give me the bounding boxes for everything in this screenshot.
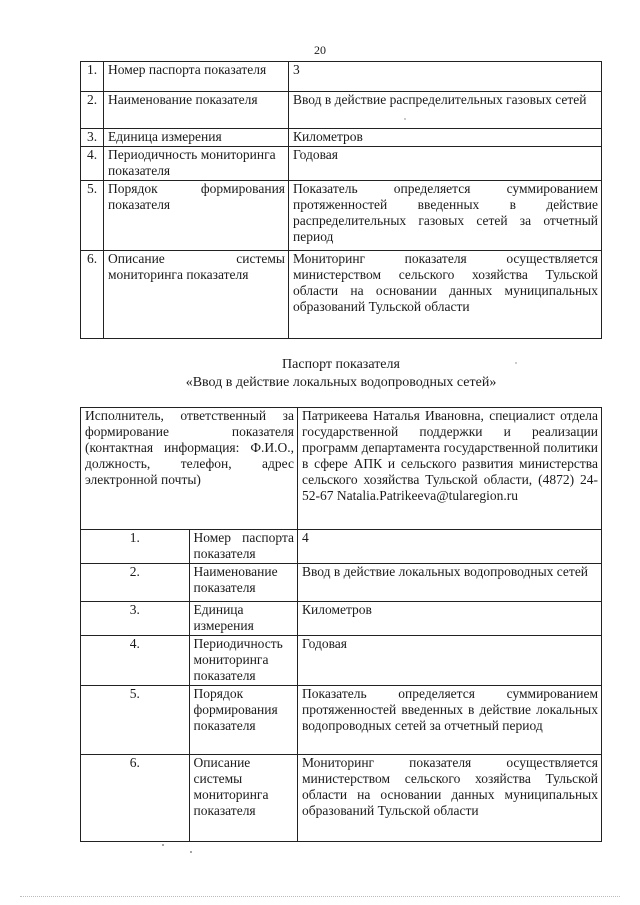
page-number: 20	[314, 43, 326, 57]
row-value: 4	[298, 530, 602, 564]
row-label: Наименование показателя	[104, 92, 289, 129]
scan-edge	[20, 896, 620, 899]
row-label: Единица измерения	[104, 129, 289, 147]
row-number: 2.	[81, 92, 104, 129]
row-value: Ввод в действие локальных водопроводных сетей	[298, 564, 602, 602]
row-label: Единица измерения	[189, 602, 298, 636]
row-value: Ввод в действие распределительных газовых сетей	[289, 92, 602, 129]
scan-speck	[404, 118, 406, 120]
row-value: 3	[289, 62, 602, 92]
row-number: 3.	[81, 602, 190, 636]
executor-label: Исполнитель, ответственный за формирование показателя (контактная информация: Ф.И.О., должность, телефон, адрес электронной почты)	[81, 408, 298, 530]
passport-subheading: «Ввод в действие локальных водопроводных сетей»	[185, 375, 497, 390]
row-label: Номер паспорта показателя	[104, 62, 289, 92]
table-row	[81, 147, 602, 181]
scan-speck	[515, 362, 517, 364]
row-value: Мониторинг показателя осуществляется министерством сельского хозяйства Тульской области на основании данных муниципальных образований Тульской области	[298, 755, 602, 842]
row-label: Номер паспорта показателя	[189, 530, 298, 564]
table-row	[81, 530, 602, 564]
table-row	[81, 602, 602, 636]
executor-row	[81, 408, 602, 530]
row-number: 3.	[81, 129, 104, 147]
row-number: 4.	[81, 147, 104, 181]
table-row	[81, 755, 602, 842]
passport-heading: Паспорт показателя	[282, 357, 400, 372]
row-value: Показатель определяется суммированием протяженностей введенных в действие локальных водопроводных сетей за отчетный период	[298, 686, 602, 755]
row-number: 1.	[81, 530, 190, 564]
table-row	[81, 564, 602, 602]
table-row	[81, 686, 602, 755]
row-number: 2.	[81, 564, 190, 602]
scan-speck	[190, 851, 192, 853]
row-number: 5.	[81, 686, 190, 755]
table-row	[81, 181, 602, 251]
row-number: 6.	[81, 251, 104, 339]
row-value: Показатель определяется суммированием протяженностей введенных в действие распределительных газовых сетей за отчетный период	[289, 181, 602, 251]
row-label: Периодичность мониторинга показателя	[104, 147, 289, 181]
table-row	[81, 62, 602, 92]
row-label: Периодичность мониторинга показателя	[189, 636, 298, 686]
row-value: Километров	[298, 602, 602, 636]
row-number: 1.	[81, 62, 104, 92]
row-number: 5.	[81, 181, 104, 251]
row-value: Мониторинг показателя осуществляется министерством сельского хозяйства Тульской области на основании данных муниципальных образований Тульской области	[289, 251, 602, 339]
table-row	[81, 92, 602, 129]
passport-table-gas	[80, 61, 602, 339]
row-value: Годовая	[289, 147, 602, 181]
row-label: Описание системы мониторинга показателя	[104, 251, 289, 339]
executor-value: Патрикеева Наталья Ивановна, специалист отдела государственной поддержки и реализации программ департамента государственной политики в сфере АПК и сельского развития министерства сельского хозяйства Тульской области, (4872) 24-52-67 Natalia.Patrikeeva@tularegion.ru	[298, 408, 602, 530]
row-number: 4.	[81, 636, 190, 686]
row-label: Наименование показателя	[189, 564, 298, 602]
row-value: Километров	[289, 129, 602, 147]
table-row	[81, 129, 602, 147]
row-number: 6.	[81, 755, 190, 842]
passport-table-water	[80, 407, 602, 842]
row-value: Годовая	[298, 636, 602, 686]
table-row	[81, 251, 602, 339]
scan-speck	[162, 844, 164, 846]
row-label: Описание системы мониторинга показателя	[189, 755, 298, 842]
row-label: Порядок формирования показателя	[189, 686, 298, 755]
row-label: Порядок формирования показателя	[104, 181, 289, 251]
table-row	[81, 636, 602, 686]
